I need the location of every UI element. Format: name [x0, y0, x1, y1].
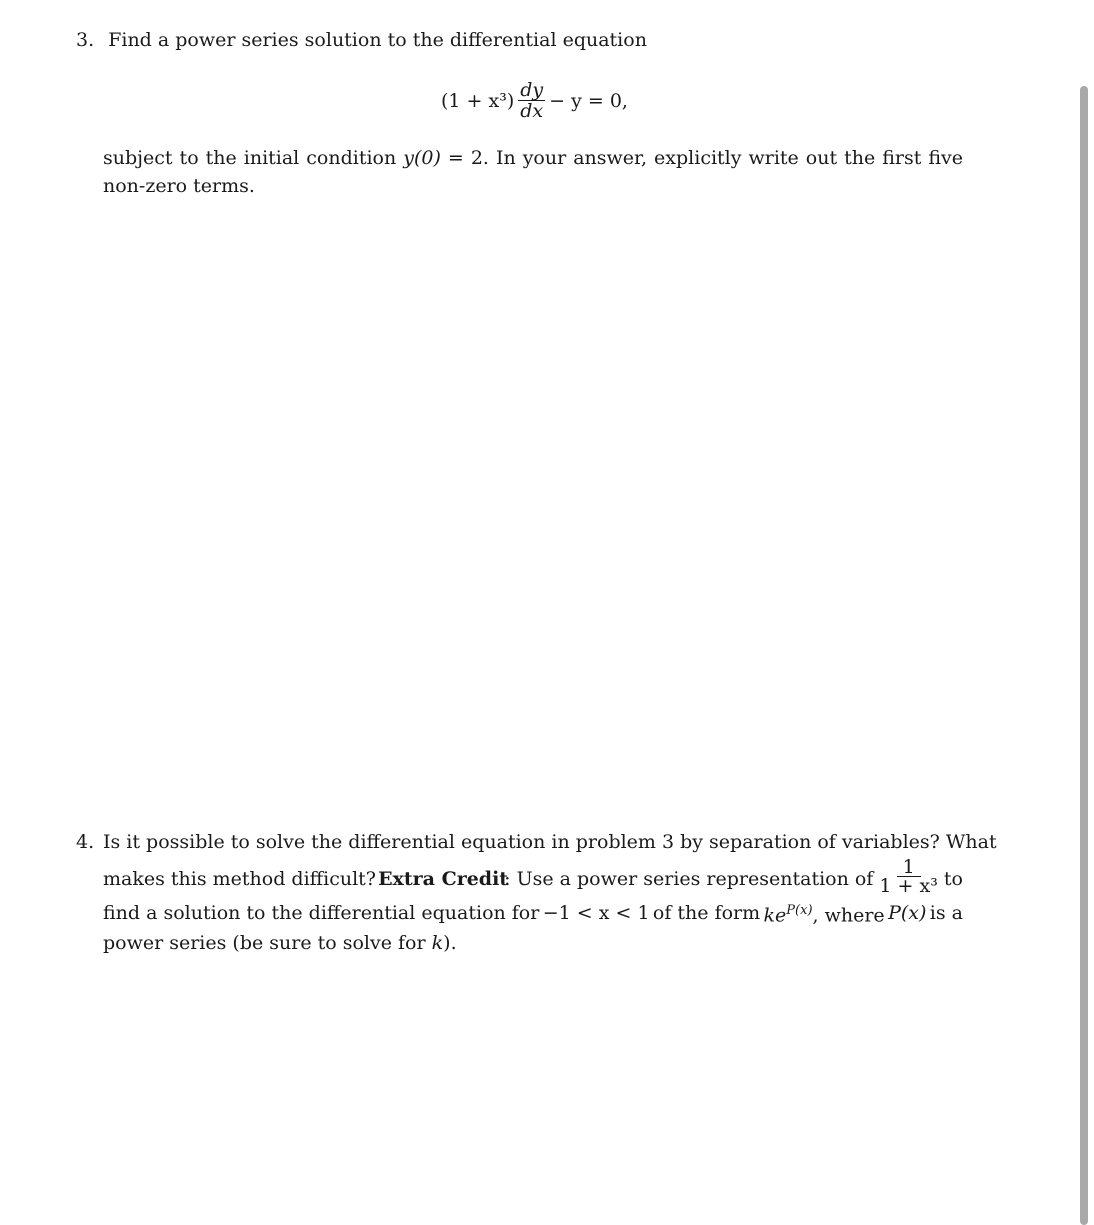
extra-credit-label: Extra Credit — [378, 867, 509, 890]
problem-3 — [76, 26, 976, 54]
problem-4-line4-a: power series (be sure to solve for — [103, 932, 426, 955]
solution-form-exponent: P(x) — [786, 903, 813, 918]
problem-4-line3-a: find a solution to the differential equation for — [103, 902, 540, 925]
problem-4-line2-a: makes this method difficult? — [103, 867, 376, 890]
constant-k: k — [431, 932, 444, 955]
problem-4-line4-b: ). — [443, 932, 457, 955]
problem-4-line3-d: is a — [929, 902, 963, 925]
range-expression: −1 < x < 1 — [542, 902, 650, 925]
power-series-symbol: P(x) — [888, 902, 927, 925]
solution-form-base: ke — [763, 904, 787, 927]
derivative-denominator: dx — [520, 100, 544, 122]
problem-4-line-3 — [103, 897, 963, 929]
initial-condition: y(0) — [403, 147, 441, 169]
problem-4-line-1 — [103, 828, 997, 856]
problem-4-number-wrap — [76, 828, 96, 856]
problem-3-number: 3. — [76, 29, 95, 51]
vertical-scrollbar[interactable] — [1080, 86, 1088, 1225]
problem-4-number: 4. — [76, 831, 95, 853]
problem-3-intro: Find a power series solution to the differential equation — [108, 29, 647, 51]
inline-fraction — [879, 858, 937, 895]
problem-4-line-4 — [103, 929, 963, 957]
problem-4-line2-b: : Use a power series representation of — [504, 867, 874, 890]
solution-form — [764, 897, 885, 929]
problem-3-paragraph — [103, 144, 963, 200]
problem-3-text-part1: subject to the initial condition — [103, 147, 397, 169]
inline-fraction-denominator: 1 + x³ — [879, 875, 938, 897]
problem-4-line3-c: , where — [812, 904, 885, 927]
derivative-numerator: dy — [520, 79, 544, 101]
problem-4-line2-c: to — [943, 867, 963, 890]
problem-4-line1-text: Is it possible to solve the differential equation in problem 3 by separation of variables? What — [103, 831, 997, 853]
equation-lhs-factor: (1 + x³) — [441, 89, 515, 112]
equation-rhs: − y = 0, — [549, 89, 628, 112]
derivative-fraction — [518, 80, 545, 121]
problem-3-text-part2: = 2. In your answer, explicitly write out the first five non-zero terms. — [103, 147, 964, 197]
problem-4 — [103, 828, 997, 957]
inline-fraction-numerator: 1 — [897, 858, 921, 877]
problem-4-line-2 — [103, 856, 963, 897]
problem-4-line3-b: of the form — [652, 902, 761, 925]
problem-3-equation — [441, 80, 628, 121]
